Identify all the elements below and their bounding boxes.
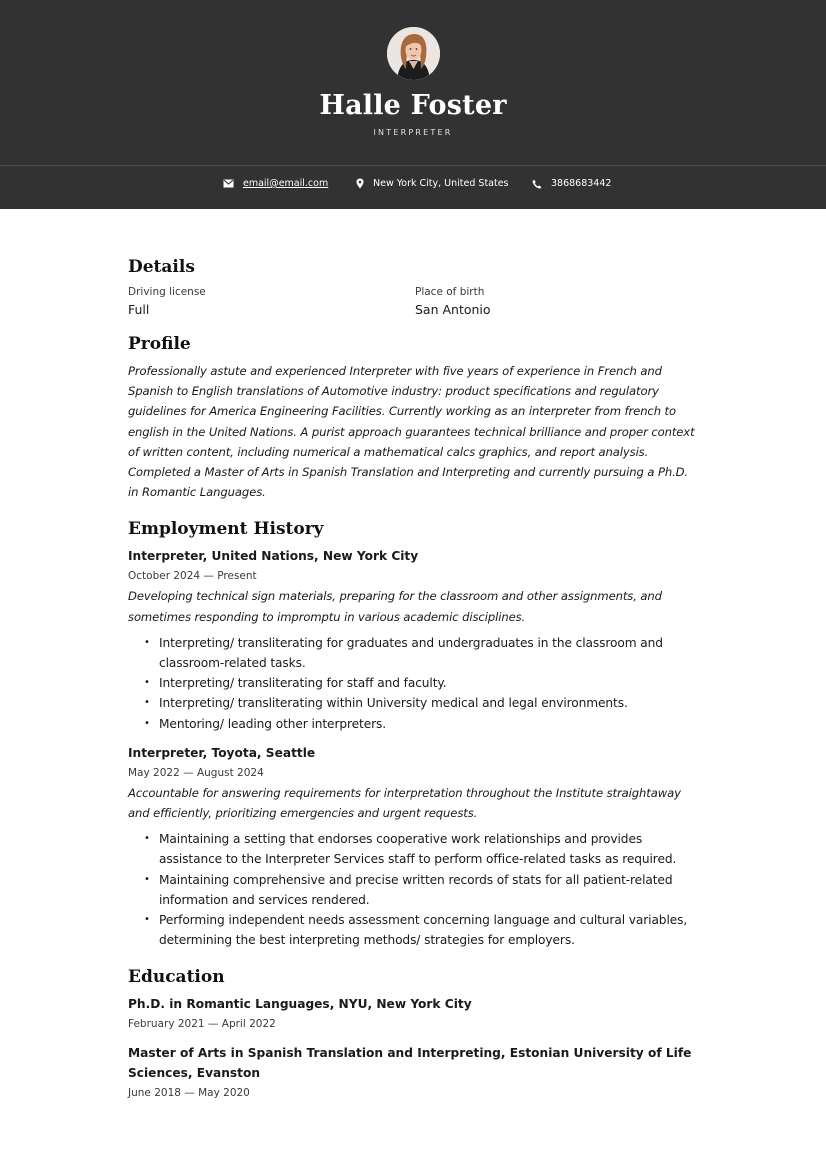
job-bullet-list [128,633,702,734]
profile-section [128,329,702,502]
detail-value: Full [128,302,150,317]
degree-dates: February 2021 — April 2022 [128,1018,276,1031]
job-title: Interpreter, Toyota, Seattle [128,745,316,760]
resume-header [0,0,826,165]
detail-place-of-birth [415,284,702,320]
degree-title: Master of Arts in Spanish Translation and Interpreting, Estonian University of Life Sciences, Evanston [128,1046,692,1081]
candidate-job-title: INTERPRETER [373,128,453,137]
profile-heading: Profile [128,334,191,354]
job-entry [128,546,702,733]
envelope-icon [223,179,234,188]
job-bullet: • Maintaining comprehensive and precise written records of stats for all patient-related information and services rendered. [159,870,702,910]
job-dates: October 2024 — Present [128,570,257,583]
detail-label: Place of birth [415,286,485,298]
job-bullet-list [128,829,702,950]
job-bullet: • Interpreting/ transliterating for graduates and undergraduates in the classroom and classroom-related tasks. [159,633,702,673]
education-entry [128,1043,702,1103]
location-text: New York City, United States [373,178,509,189]
job-bullet: • Mentoring/ leading other interpreters. [159,714,702,734]
profile-summary: Professionally astute and experienced Interpreter with five years of experience in French and Spanish to English translations of Automotive industry: product specifications and regulatory guidelines for America Engineering Facilities. Currently working as an interpreter from french to english in the United Nations. A purist approach guarantees technical brilliance and proper context of written content, including numerical a mathematical calcs graphics, and report analysis. Completed a Master of Arts in Spanish Translation and Interpreting and currently pursuing a Ph.D. in Romantic Languages. [128,364,695,500]
phone-icon [532,179,542,189]
job-bullet: • Interpreting/ transliterating for staff and faculty. [159,673,702,693]
education-heading: Education [128,967,225,988]
degree-title: Ph.D. in Romantic Languages, NYU, New York City [128,997,472,1012]
job-title: Interpreter, United Nations, New York City [128,549,419,564]
job-bullet: • Performing independent needs assessment concerning language and cultural variables, determining the best interpreting methods/ strategies for employers. [159,910,702,950]
job-entry [128,743,702,951]
contact-phone[interactable] [532,178,611,189]
detail-value: San Antonio [415,302,491,317]
degree-dates: June 2018 — May 2020 [128,1087,250,1100]
job-dates: May 2022 — August 2024 [128,766,264,779]
job-bullet: • Maintaining a setting that endorses cooperative work relationships and provides assistance to the Interpreter Services staff to perform office-related tasks as required. [159,829,702,869]
email-link[interactable]: email@email.com [243,178,329,189]
employment-heading: Employment History [128,519,324,540]
education-section [128,962,702,1103]
resume-body [128,252,702,1103]
contact-email[interactable] [223,178,328,189]
contact-location [356,178,509,189]
candidate-name: Halle Foster [319,90,507,121]
employment-section [128,514,702,950]
details-heading: Details [128,257,195,277]
profile-photo [387,27,440,80]
phone-text[interactable]: 3868683442 [551,178,612,189]
job-description: Accountable for answering requirements for interpretation throughout the Institute straightaway and efficiently, prioritizing emergencies and urgent requests. [128,785,681,821]
avatar [387,27,440,80]
detail-driving-license [128,284,415,320]
contact-bar [0,165,826,209]
education-entry [128,994,702,1034]
job-bullet: • Interpreting/ transliterating within University medical and legal environments. [159,693,702,713]
details-section [128,252,702,320]
map-pin-icon [356,178,364,189]
job-description: Developing technical sign materials, preparing for the classroom and other assignments, and sometimes responding to impromptu in various academic disciplines. [128,589,662,624]
detail-label: Driving license [128,286,206,298]
